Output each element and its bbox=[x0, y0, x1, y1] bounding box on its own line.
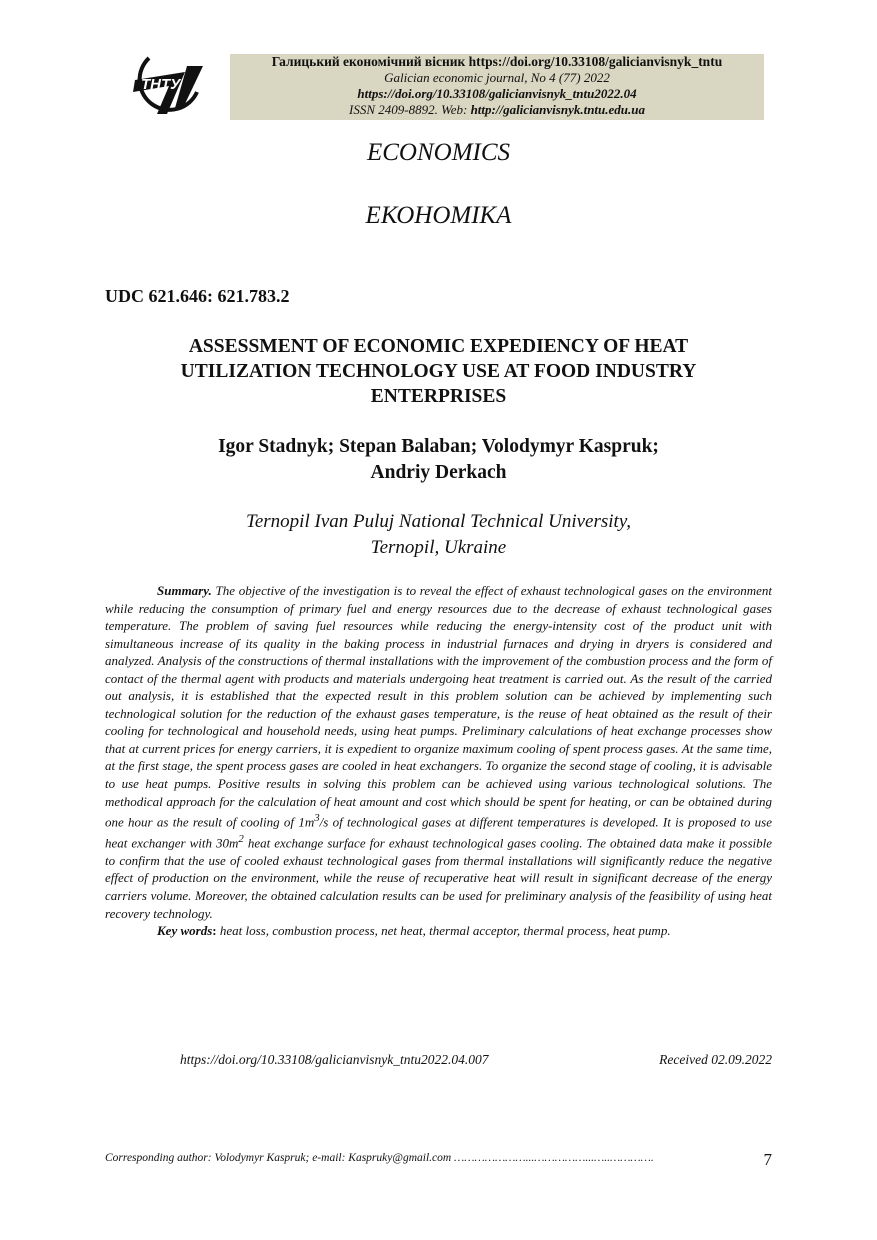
section-heading-uk: ЕКОНОМІКА bbox=[365, 202, 512, 229]
received-date: Received 02.09.2022 bbox=[659, 1052, 772, 1067]
summary-sup-2: 2 bbox=[238, 832, 244, 845]
corresponding-author-footer: Corresponding author: Volodymyr Kaspruk; e-mail: Kaspruky@gmail.com …………………...……………...…..…………. bbox=[105, 1152, 654, 1164]
tntu-logo bbox=[127, 52, 207, 120]
udc-code: UDC 621.646: 621.783.2 bbox=[105, 286, 290, 306]
logo-text: ТНТУ bbox=[141, 76, 181, 93]
summary-label: Summary. bbox=[157, 583, 212, 598]
abstract bbox=[105, 582, 772, 940]
article-doi-link[interactable]: https://doi.org/10.33108/galicianvisnyk_tntu2022.04.007 bbox=[180, 1052, 489, 1067]
issn-text: ISSN 2409-8892. Web: bbox=[348, 102, 471, 117]
section-heading-en: ECONOMICS bbox=[366, 139, 511, 166]
summary-text-2: /s of technological gases at different temperatures is developed. It is proposed to use heat exchanger with 30m bbox=[105, 814, 772, 851]
issn-line bbox=[230, 102, 764, 118]
summary-text-1: The objective of the investigation is to reveal the effect of exhaust technological gases on the environment while reducing the consumption of primary fuel and energy resources due to the decrease of exhaust technological gases temperature. The problem of saving fuel resources while reducing the energy-intensity cost of the product unit with simultaneous increase of its quality in the baking process in industrial furnaces and drying in dryers is considered and analyzed. Analysis of the constructions of thermal installations with the improvement of the combustion process and the form of contact of the thermal agent with products and materials undergoing heat treatment is carried out. As the result of the carried out analysis, it is established that the expected result in this problem solution can be achieved by implementing such technological solution for the reduction of the exhaust gases temperature, is the reuse of heat obtained as the result of their cooling for technological and household needs, using heat pumps. Preliminary calculations of heat exchange processes show that at current prices for energy carriers, it is expedient to organize maximum cooling of spent process gases. At the same time, at the first stage, the spent process gases are cooled in heat exchangers. To organize the second stage of cooling, it is advisable to use heat pumps. Positive results in solving this problem can be achieved using various technological solutions. The methodical approach for the calculation of heat amount and cost which should be spent for heating, or can be obtained during one hour as the result of cooling of 1m bbox=[105, 583, 772, 830]
article-title: ASSESSMENT OF ECONOMIC EXPEDIENCY OF HEAT UTILIZATION TECHNOLOGY USE AT FOOD INDUSTRY ENTERPRISES bbox=[180, 336, 697, 407]
summary-paragraph bbox=[105, 582, 772, 922]
issue-doi-link[interactable]: https://doi.org/10.33108/galicianvisnyk_tntu2022.04 bbox=[357, 86, 637, 101]
journal-website-link[interactable]: http://galicianvisnyk.tntu.edu.ua bbox=[470, 102, 646, 117]
keywords-paragraph bbox=[105, 922, 772, 940]
affiliation bbox=[150, 509, 727, 561]
affiliation-line-2: Ternopil, Ukraine bbox=[370, 537, 507, 558]
summary-text-3: heat exchange surface for exhaust technological gases cooling. The obtained data make it possible to confirm that the use of cooled exhaust technological gases from thermal installations will significantly reduce the negative effect of production on the environment, while the reuse of recuperative heat will result in significant decrease of the energy carriers volume. Moreover, the obtained calculation results can be used for preliminary analysis of the feasibility of using heat recovery technology. bbox=[105, 835, 772, 921]
page-number: 7 bbox=[763, 1150, 772, 1169]
journal-header bbox=[230, 54, 764, 120]
authors bbox=[150, 434, 727, 486]
journal-issue-line: Galician economic journal, No 4 (77) 2022 bbox=[384, 70, 610, 85]
authors-line-1: Igor Stadnyk; Stepan Balaban; Volodymyr Kaspruk; bbox=[218, 436, 659, 457]
keywords-text: heat loss, combustion process, net heat, thermal acceptor, thermal process, heat pump. bbox=[216, 923, 671, 939]
summary-sup-1: 3 bbox=[314, 812, 320, 825]
keywords-colon: : bbox=[212, 923, 217, 939]
keywords-label: Key words bbox=[157, 923, 213, 939]
authors-line-2: Andriy Derkach bbox=[370, 462, 507, 483]
affiliation-line-1: Ternopil Ivan Puluj National Technical University, bbox=[246, 511, 631, 532]
journal-title-line: Галицький економічний вісник https://doi.org/10.33108/galicianvisnyk_tntu bbox=[271, 54, 723, 69]
